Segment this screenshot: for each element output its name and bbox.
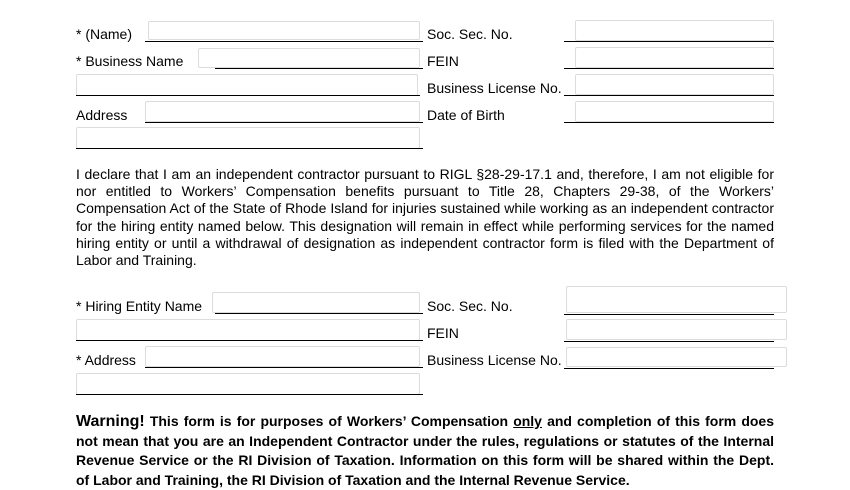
fein-underline bbox=[564, 68, 774, 69]
hiring-business-license-label: Business License No. bbox=[427, 352, 562, 368]
hiring-ssn-underline bbox=[564, 314, 774, 315]
dob-label: Date of Birth bbox=[427, 107, 505, 123]
hiring-address-underline bbox=[145, 367, 423, 368]
name-underline bbox=[145, 41, 423, 42]
ssn-field[interactable] bbox=[575, 20, 774, 41]
hiring-entity-name-continued-underline bbox=[76, 340, 423, 341]
name-field[interactable] bbox=[148, 21, 420, 40]
hiring-address-continued-field[interactable] bbox=[76, 373, 420, 395]
hiring-address-label: * Address bbox=[76, 352, 136, 368]
business-name-field[interactable] bbox=[198, 48, 420, 68]
business-name-continued-field[interactable] bbox=[76, 74, 418, 96]
hiring-ssn-field[interactable] bbox=[566, 286, 787, 313]
hiring-entity-name-underline bbox=[215, 313, 423, 314]
hiring-entity-name-continued-field[interactable] bbox=[76, 319, 420, 341]
business-name-label: * Business Name bbox=[76, 53, 184, 69]
business-license-underline bbox=[564, 95, 774, 96]
hiring-address-continued-underline bbox=[76, 394, 423, 395]
warning-paragraph bbox=[76, 412, 774, 490]
declaration-paragraph: I declare that I am an independent contractor pursuant to RIGL §28-29-17.1 and, therefore, I am not eligible for nor entitled to Workers’ Compensation benefits pursuant to Title 28, Chapters 29-38, of the Workers’ Compensation Act of the State of Rhode Island for injuries sustained while working as an independent contractor for the hiring entity named below. This designation will remain in effect while performing services for the named hiring entity or until a withdrawal of designation as independent contractor form is filed with the Department of Labor and Training. bbox=[76, 166, 774, 269]
hiring-address-field[interactable] bbox=[145, 346, 420, 367]
business-license-field[interactable] bbox=[575, 74, 774, 95]
dob-underline bbox=[564, 122, 774, 123]
hiring-business-license-field[interactable] bbox=[566, 347, 787, 367]
hiring-fein-label: FEIN bbox=[427, 325, 459, 341]
business-name-continued-underline bbox=[76, 95, 420, 96]
warning-emphasis: only bbox=[513, 413, 542, 429]
business-license-label: Business License No. bbox=[427, 80, 562, 96]
address-underline bbox=[145, 122, 423, 123]
ssn-underline bbox=[564, 41, 774, 42]
name-label: * (Name) bbox=[76, 26, 133, 42]
hiring-entity-name-label: * Hiring Entity Name bbox=[76, 298, 203, 314]
address-continued-underline bbox=[76, 148, 423, 149]
fein-field[interactable] bbox=[575, 47, 774, 68]
hiring-business-license-underline bbox=[564, 368, 774, 369]
warning-lead: Warning! bbox=[76, 413, 145, 430]
ssn-label: Soc. Sec. No. bbox=[427, 26, 513, 42]
hiring-entity-name-field[interactable] bbox=[212, 292, 420, 313]
hiring-fein-field[interactable] bbox=[566, 319, 787, 340]
hiring-ssn-label: Soc. Sec. No. bbox=[427, 298, 513, 314]
warning-text-before: This form is for purposes of Workers’ Compensation bbox=[144, 413, 514, 429]
fein-label: FEIN bbox=[427, 53, 459, 69]
address-label: Address bbox=[76, 107, 128, 123]
warning-text-after: and completion of this form does not mean that you are an Independent Contractor under the rules, regulations or statutes of the Internal Revenue Service or the RI Division of Taxation. Information on this form will be shared within the Dept. of Labor and Training, the RI Division of Taxation and the Internal Revenue Service. bbox=[76, 413, 774, 488]
dob-field[interactable] bbox=[575, 101, 774, 122]
business-name-underline bbox=[215, 68, 423, 69]
address-continued-field[interactable] bbox=[76, 127, 420, 149]
hiring-fein-underline bbox=[564, 341, 774, 342]
address-field[interactable] bbox=[145, 101, 420, 122]
